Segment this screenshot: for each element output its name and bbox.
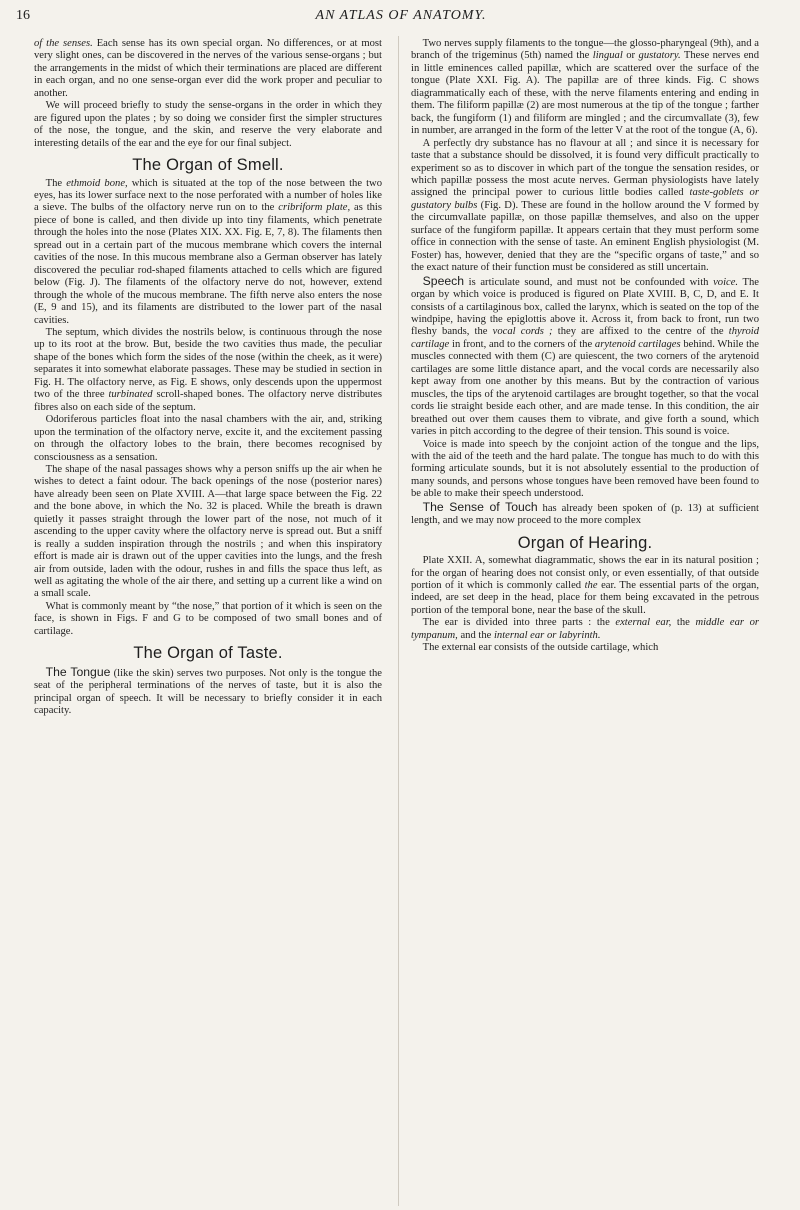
emphasis: of the senses. xyxy=(34,38,93,49)
column-divider xyxy=(398,36,399,1206)
paragraph-text: Two nerves supply filaments to the tongue—the glosso-pharyngeal (9th), and a branch of the trigeminus (5th) named the xyxy=(411,38,759,62)
paragraph-text: A perfectly dry substance has no flavour at all ; and since it is necessary for taste that a substance should be dissolved, it is found very difficult practically to experiment so as to discover in which part of the tongue the sensation resides, or which papillæ possess the most acute nerves. German physiologists have lately assigned the principal power to curious little bodies called xyxy=(411,137,759,199)
section-heading-hearing: Organ of Hearing. xyxy=(517,533,653,552)
paragraph-text: Each sense has its own special organ. No differences, or at most very slight ones, can be discovered in the nerves of the various sense-organs ; but the arrangements in the midst of which their terminations are placed are different in each organ, and no one sense-organ ever did the work proper and peculiar to another. xyxy=(34,38,383,99)
paragraph-text: the xyxy=(671,617,696,629)
paragraph-text: and the xyxy=(457,629,494,641)
emphasis: turbinated xyxy=(108,389,153,401)
running-title: AN ATLAS OF ANATOMY. xyxy=(315,8,487,23)
emphasis: arytenoid cartilages xyxy=(594,338,681,350)
paragraph: Odoriferous particles float into the nasal chambers with the air, and, striking upon the termination of the olfactory nerve, excite it, and the excitement passing on through the olfactory lobes to the brain, there becomes recognised by consciousness as a sensation. xyxy=(34,414,382,463)
left-column xyxy=(34,38,382,718)
emphasis: taste-goblets or gustatory bulbs xyxy=(411,187,759,211)
paragraph-text: The organ by which voice is produced is figured on Plate XVIII. B, C, D, and E. It consists of a cartilaginous box, called the larynx, which is seated on the top of the windpipe, having the epiglottis above it. Across it, from back to front, run two fleshy bands, the xyxy=(411,276,759,338)
emphasis: the xyxy=(584,580,598,592)
paragraph-text: The septum, which divides the nostrils below, is continuous through the nose up to its root at the brow. But, beside the two cavities thus made, the peculiar shape of the bones which form the sides of the nose (within the cheek, as it were) separates it into somewhat elaborate passages. These may be studied in section in Fig. H. The olfactory nerve, as Fig. E shows, only descends upon the uppermost two of the three xyxy=(34,326,382,401)
paragraph-text: The xyxy=(45,177,67,189)
paragraph xyxy=(34,327,382,414)
emphasis: lingual xyxy=(592,50,623,62)
emphasis: external ear, xyxy=(615,617,672,629)
paragraph xyxy=(411,501,759,528)
paragraph: The external ear consists of the outside cartilage, which xyxy=(422,642,659,654)
paragraph: What is commonly meant by “the nose,” that portion of it which is seen on the face, is shown in Figs. F and G to be composed of two small bones and of cartilage. xyxy=(34,600,382,637)
paragraph-text: These nerves end in little eminences called papillæ, which are scattered over the surface of the tongue (Plate XXI. Fig. A). The papillæ are of three kinds. Fig. C shows diagrammatically each of these, with the nerve filaments entering and ending in them. The filiform papillæ (2) are most numerous at the tip of the tongue ; farther back, the fungiform (1) and filiform are mingled ; and the circumvallate (3), few in number, are arranged in the form of the letter V at the root of the tongue (A, 6). xyxy=(411,50,760,137)
emphasis: internal ear or labyrinth. xyxy=(493,629,601,641)
paragraph-text: (like the skin) serves two purposes. Not only is the tongue the seat of the peripheral terminations of the nerves of taste, but it is also the principal organ of speech. It will be necessary to briefly consider it in each capacity. xyxy=(34,667,382,717)
emphasis: gustatory. xyxy=(638,50,681,62)
emphasis: middle ear or tympanum, xyxy=(411,617,760,641)
paragraph-text: is articulate sound, and must not be confounded with xyxy=(464,276,714,288)
page-header xyxy=(16,6,786,32)
emphasis: ethmoid bone, xyxy=(66,177,128,189)
section-heading-taste: The Organ of Taste. xyxy=(133,644,283,663)
run-in-heading: The Tongue xyxy=(45,664,111,679)
section-heading-smell: The Organ of Smell. xyxy=(132,156,284,175)
paragraph-text: The ear is divided into three parts : the xyxy=(422,617,616,629)
emphasis: voice. xyxy=(713,276,739,288)
paragraph xyxy=(411,138,759,275)
paragraph xyxy=(411,555,759,617)
paragraph-text: (Fig. D). These are found in the hollow around the V formed by the circumvallate papillæ, on those papillæ themselves, and also on the upper surface of the fungiform papillæ. It appears certain that they must perform some office in connection with the sense of taste. An eminent English physiologist (M. Foster) has, however, denied that they are the “specific organs of taste,” and so the exact nature of their function must be considered as still uncertain. xyxy=(411,199,759,274)
paragraph xyxy=(411,617,759,642)
paragraph xyxy=(411,38,759,138)
paragraph-text: they are affixed to the centre of the xyxy=(552,326,729,338)
emphasis: vocal cords ; xyxy=(492,326,553,338)
paragraph xyxy=(411,275,759,439)
paragraph-text: behind. While the muscles connected with them (C) are quiescent, the two corners of the arytenoid cartilages are some little distance apart, and the vocal cords are necessarily also kept away from one another by this means. But by the contraction of various muscles, the tips of the arytenoid cartilages are brought together, so that the vocal cords lie straight beside each other, and are made tense. In this condition, the air breathed out over them causes them to vibrate, and give forth a sound, which varies in pitch according to the degree of their tension. This sound is voice. xyxy=(411,338,760,438)
paragraph: We will proceed briefly to study the sense-organs in the order in which they are figured upon the plates ; by so doing we consider first the simpler structures of the nose, the tongue, and the skin, and reserve the very elaborate and interesting details of the ear and the eye for our final subject. xyxy=(34,100,382,149)
paragraph-text: has already been spoken of (p. 13) at sufficient length, and we may now proceed to the more complex xyxy=(411,502,759,527)
paragraph xyxy=(34,178,382,327)
run-in-heading: Speech xyxy=(422,273,464,288)
paragraph xyxy=(34,38,382,100)
emphasis: cribriform plate, xyxy=(278,202,351,214)
paragraph-text: scroll-shaped bones. The olfactory nerve distributes fibres also on each side of the septum. xyxy=(34,389,382,413)
paragraph-text: ear. The essential parts of the organ, indeed, are set deep in the head, place for them being excavated in the petrous portion of the temporal bone, near the base of the skull. xyxy=(411,580,759,616)
emphasis: thyroid cartilage xyxy=(411,326,759,350)
paragraph xyxy=(34,666,382,718)
paragraph-text: or xyxy=(622,50,639,62)
paragraph-text: Plate XXII. A, somewhat diagrammatic, shows the ear in its natural position ; for the organ of hearing does not consist only, or even essentially, of that outside portion of it which is commonly called xyxy=(411,555,759,592)
paragraph: Voice is made into speech by the conjoint action of the tongue and the lips, with the aid of the teeth and the hard palate. The tongue has much to do with this forming articulate sounds, but it is not absolutely essential to the production of many sounds, and persons whose tongues have been removed have been found to be able to make their speech understood. xyxy=(411,438,759,500)
right-column xyxy=(411,38,759,655)
paragraph-text: as this piece of bone is called, and then divide up into tiny filaments, which penetrate through the holes into the nose (Plates XIX. XX. Fig. E, 7, 8). The filaments then spread out in a certain part of the mucous membrane which covers the internal cavities of the nose. In this mucous membrane also a German observer has lately discovered the peculiar rod-shaped filaments attached to cells which are figured below (Fig. J). The filaments of the olfactory nerve do not, however, extend through the whole of the mucous membrane. The fifth nerve also enters the nose (E, 9 and 15), and its filaments are distributed to the lower part of the nasal cavities. xyxy=(34,202,383,326)
paragraph-text: in front, and to the corners of the xyxy=(449,338,595,350)
run-in-heading: The Sense of Touch xyxy=(422,499,538,514)
paragraph-text: which is situated at the top of the nose between the two eyes, has its lower surface next to the nose perforated with a number of holes like a sieve. The bulbs of the olfactory nerve run on to the xyxy=(34,177,382,214)
page-number: 16 xyxy=(16,8,30,23)
paragraph: The shape of the nasal passages shows why a person sniffs up the air when he wishes to detect a faint odour. The back openings of the nose (posterior nares) have already been seen on Plate XVIII. A—that large space between the Fig. 22 and the bone above, in which the No. 32 is placed. While the breath is drawn quietly it passes straight through the lower part of the nose, not much of it ascending to the upper cavity where the olfactory nerve is spread out. But a sniff is really a sudden inspiration through the nostrils ; and when this inspiratory effort is made air is drawn out of the upper cavities into the lungs, and the fresh air from outside, laden with the odour, rushes in and fills the space thus left, as well as agitating the whole of the air there, and setting up a current like a wind on a small scale. xyxy=(34,463,382,600)
